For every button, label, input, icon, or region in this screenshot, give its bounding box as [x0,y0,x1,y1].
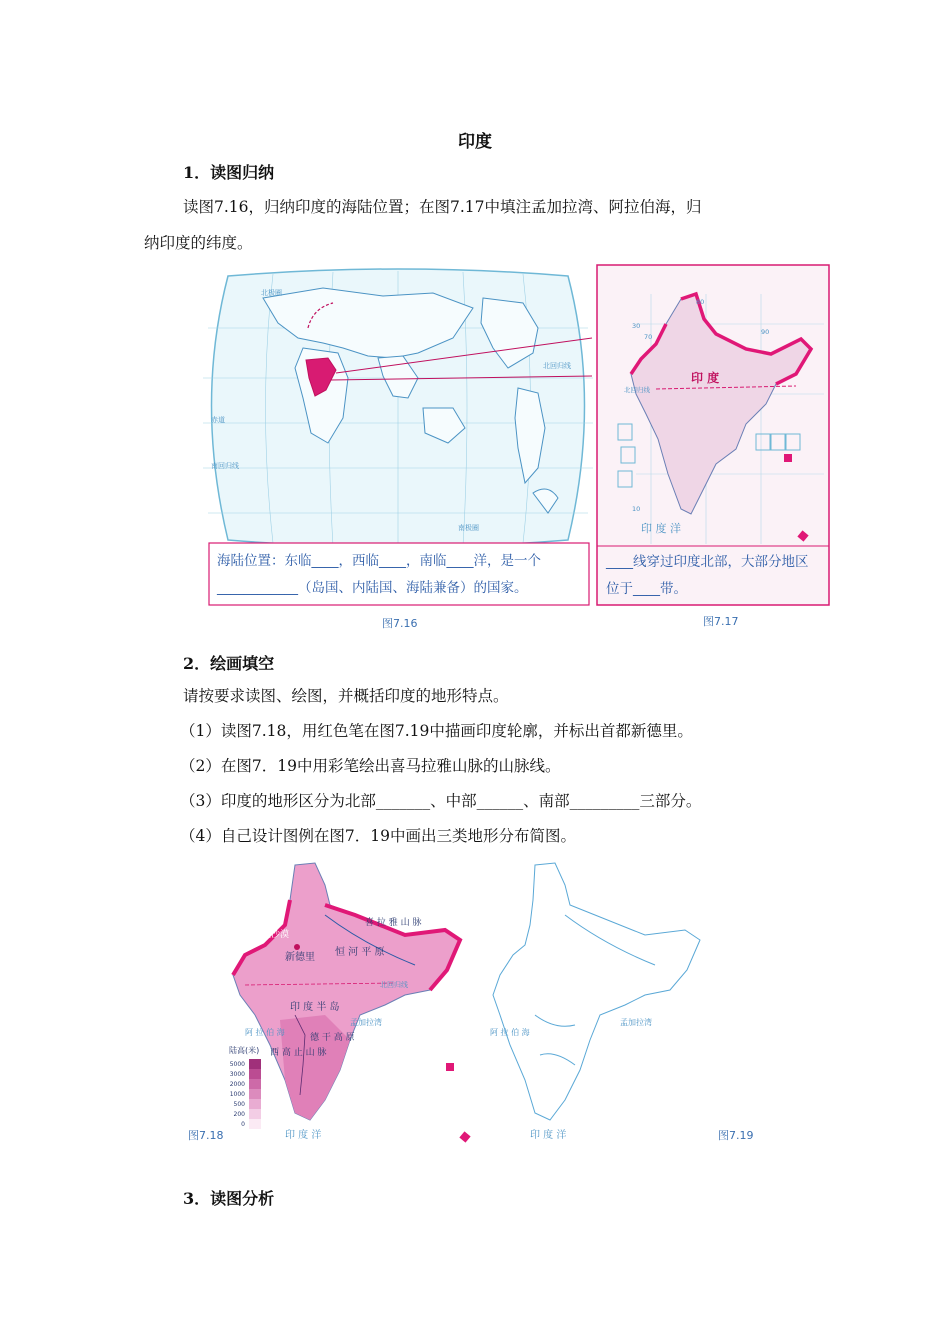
lat30-label: 30 [632,322,641,330]
fig716-box-line2: ____________（岛国、内陆国、海陆兼备）的国家。 [217,580,528,596]
india-relief-map [185,855,485,1145]
section2-item-3: （3）印度的地形区分为北部_______、中部______、南部_________三部分。 [180,792,702,810]
fig717-box-line2: 位于____带。 [606,581,687,597]
fig717-box-line1: ____线穿过印度北部，大部分地区 [606,554,809,570]
section2-heading: 2．绘画填空 [183,654,275,673]
legend-swatch [249,1089,261,1099]
legend-value: 3000 [229,1071,245,1078]
section1-heading: 1．读图归纳 [183,163,275,182]
label-arctic-circle: 北极圈 [261,289,282,297]
legend-swatch [249,1119,261,1129]
legend-value: 500 [233,1101,245,1108]
legend-value: 0 [241,1121,245,1128]
figure-7-18 [185,855,485,1145]
label-tropic-capricorn: 南回归线 [211,462,239,470]
lon70-label: 70 [644,333,653,341]
ocean-label-719: 印 度 洋 [530,1130,567,1141]
legend-title: 陆高(米) [229,1046,260,1055]
section1-para-line1: 读图7.16，归纳印度的海陆位置；在图7.17中填注孟加拉湾、阿拉伯海，归 [183,198,702,216]
arabian-label-718: 阿 拉 伯 海 [245,1028,285,1037]
lat10-label: 10 [632,505,641,513]
section2-intro: 请按要求读图、绘图，并概括印度的地形特点。 [183,687,509,705]
legend-swatch [249,1079,261,1089]
figure-7-16 [203,268,593,613]
lon90-label: 90 [761,328,770,336]
ganges-plain-label: 恒 河 平 原 [335,947,385,958]
peninsula-label: 印 度 半 岛 [290,1002,340,1013]
label-antarctic-circle: 南极圈 [458,524,479,532]
elevation-legend [229,1045,261,1129]
new-delhi-marker [294,944,300,950]
india-label-717: 印 度 [691,371,720,385]
tropic-label-718: 北回归线 [380,981,408,989]
figure-7-19 [485,855,735,1145]
himalaya-label: 喜 拉 雅 山 脉 [365,918,422,928]
fig717-caption: 图7.17 [703,615,739,628]
western-ghats-label: 西 高 止 山 脉 [270,1048,327,1058]
legend-swatch [249,1109,261,1119]
fig716-box-line1: 海陆位置：东临____，西临____，南临____洋，是一个 [217,553,541,569]
label-equator: 赤道 [211,416,225,424]
figure-7-17 [596,264,836,609]
section1-para-line2: 纳印度的纬度。 [144,234,253,252]
fig716-caption: 图7.16 [382,617,418,630]
deccan-label: 德 干 高 原 [310,1033,355,1043]
bengal-label-719: 孟加拉湾 [620,1018,652,1027]
india-outline-map [485,855,735,1145]
section2-item-4: （4）自己设计图例在图7．19中画出三类地形分布简图。 [180,827,576,845]
page-title: 印度 [458,132,492,152]
india-relief-fill [233,863,460,1120]
ocean-label-718: 印 度 洋 [285,1130,322,1141]
legend-value: 5000 [229,1061,245,1068]
section2-item-1: （1）读图7.18，用红色笔在图7.19中描画印度轮廓，并标出首都新德里。 [180,722,693,740]
arabian-label-719: 阿 拉 伯 海 [490,1028,530,1037]
legend-value: 1000 [229,1091,245,1098]
thar-desert-label: 印度沙漠 [253,930,290,940]
legend-swatch [249,1099,261,1109]
label-tropic-cancer: 北回归线 [543,362,571,370]
new-delhi-label: 新德里 [285,952,315,963]
lon80-label: 80 [696,298,705,306]
tropic-label-717: 北回归线 [624,386,650,394]
legend-swatch [249,1069,261,1079]
section3-heading: 3．读图分析 [183,1189,275,1208]
bengal-label-718: 孟加拉湾 [350,1018,382,1027]
fig719-caption: 图7.19 [718,1129,754,1142]
indian-ocean-label-717: 印 度 洋 [641,522,681,535]
fig718-caption: 图7.18 [188,1129,224,1142]
legend-value: 200 [233,1111,245,1118]
blank-india-outline [493,863,700,1120]
legend-value: 2000 [229,1081,245,1088]
section2-item-2: （2）在图7．19中用彩笔绘出喜马拉雅山脉的山脉线。 [180,757,561,775]
legend-swatch [249,1059,261,1069]
